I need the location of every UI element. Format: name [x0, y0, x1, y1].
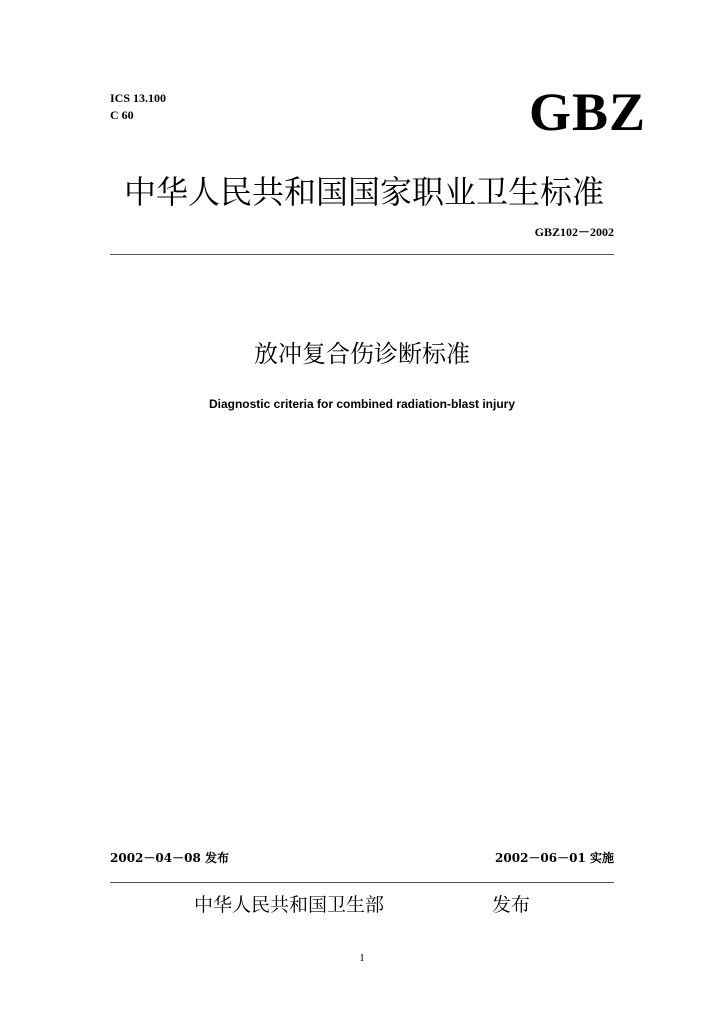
document-title-english: Diagnostic criteria for combined radiation-blast injury: [208, 397, 516, 411]
top-divider: [110, 254, 614, 255]
implementation-date: 2002－06－01 实施: [495, 851, 614, 865]
standard-number: GBZ102－2002: [534, 225, 614, 239]
bottom-divider: [110, 882, 614, 883]
issue-date: 2002－04－08 发布: [110, 851, 229, 865]
classification-code: C 60: [110, 108, 134, 122]
gbz-logo: GBZ: [528, 82, 646, 142]
national-standard-title: 中华人民共和国国家职业卫生标准: [124, 173, 605, 211]
document-title-chinese: 放冲复合伤诊断标准: [254, 340, 470, 368]
issuing-authority: 中华人民共和国卫生部: [194, 894, 385, 916]
page-number: 1: [359, 952, 365, 964]
publish-label: 发布: [492, 894, 531, 916]
ics-code: ICS 13.100: [110, 91, 167, 105]
